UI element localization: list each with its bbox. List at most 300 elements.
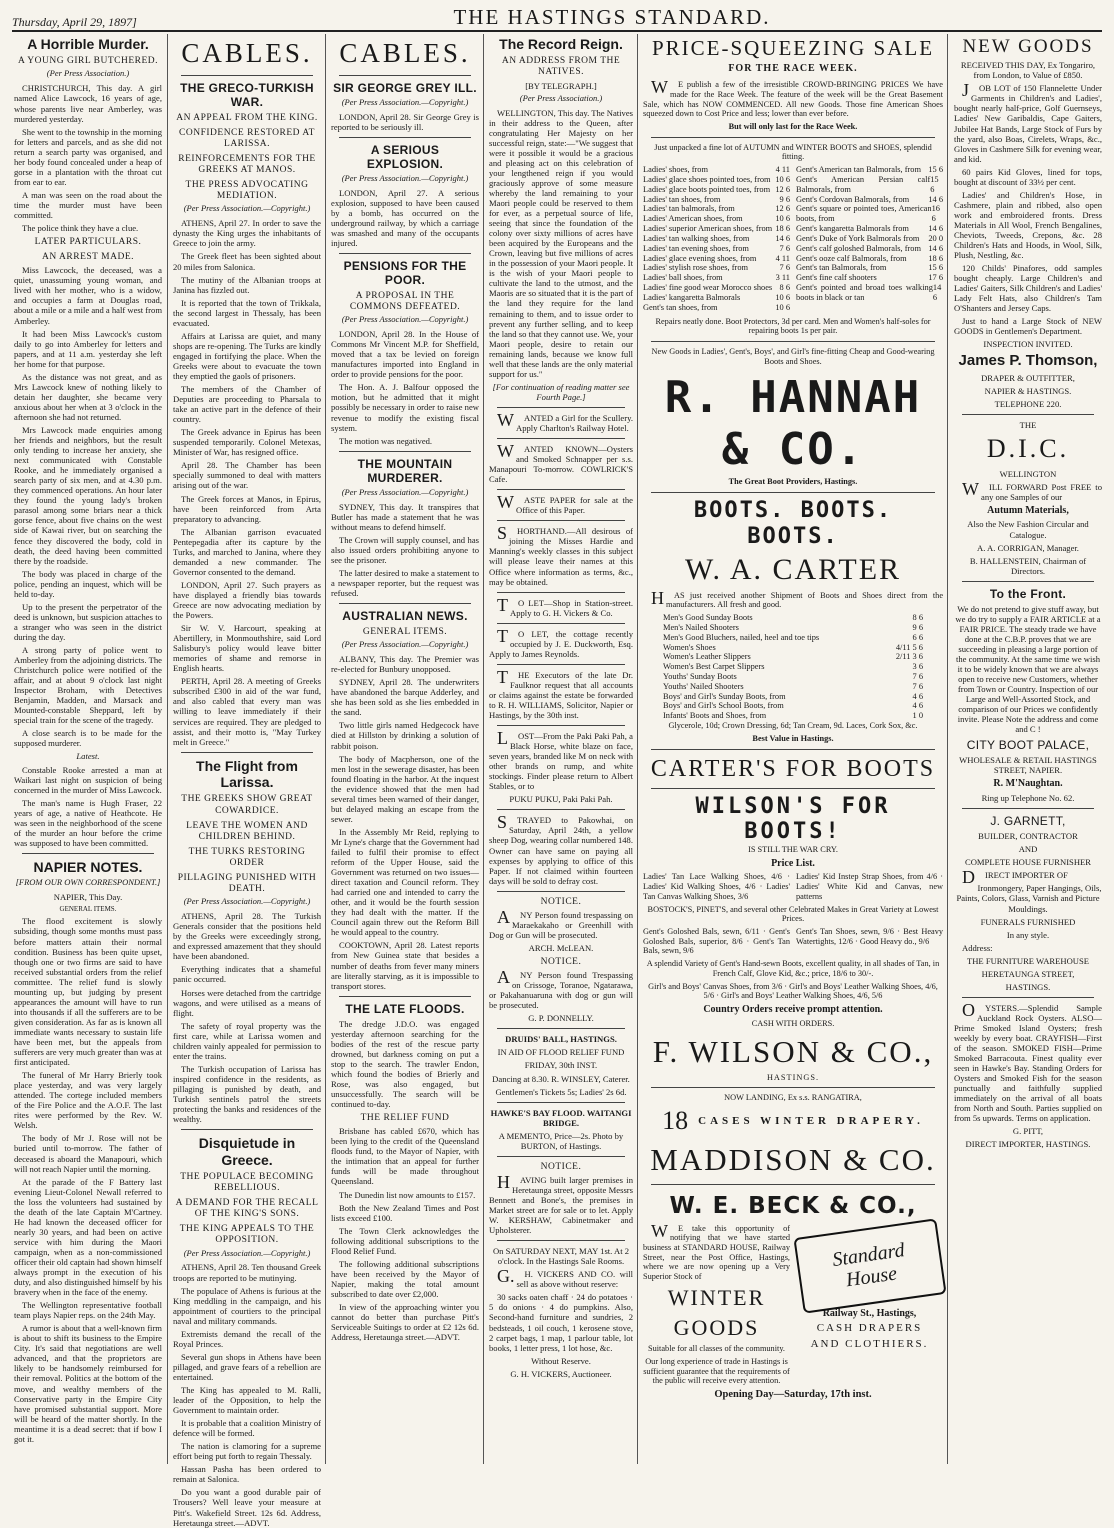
subhead: THE TURKS RESTORING ORDER xyxy=(188,846,306,868)
notice-heading: NOTICE. xyxy=(540,1161,582,1172)
article-paragraph: WELLINGTON, This day. The Natives in their address to the Queen, after congratulating Her Majesty on her successful reign, state:—"We suggest that were it possible it would be a gracious and pleasing act on this celebration of your lengthened reign if you would graciously approve of some measure whereby the land remaining to your Maori people could be reserved to them for ever, as a perpetual source of life, seeing that since the foundation of the colony over sixty millions of acres have been acquired by the Europeans and the Crown, leaving but five millions of acres in the possession of your Maori people. It is the wish of your Maori people to cultivate the land to the utmost, and the Maoris are so situated that it is the part of the land they require for the land remaining to them, and to issue order to prevent any further selling, and to keep the land so that they cannot use. We, your Maori people, desire to retain our remaining lands, because we know full well that these lands are the only material support for us." xyxy=(489,107,633,379)
article-paragraph: A man was seen on the road about the time the murder must have been committed. xyxy=(14,189,162,220)
cases-row xyxy=(643,1106,943,1136)
article-paragraph: Affairs at Larissa are quiet, and many shops are re-opening. The Turks are kindly engaged in fortifying the place. When the Greeks were about to evacuate the town they emptied the gaols of prisoners. xyxy=(173,330,321,381)
ad-emphasis: But will only last for the Race Week. xyxy=(728,122,858,132)
article-paragraph: The latter desired to make a statement to a newspaper reporter, but the request was refused. xyxy=(331,567,479,599)
price-item-label: Ladies' tan walking shoes, from xyxy=(643,233,750,243)
price-item-value: 7 6 xyxy=(779,243,790,253)
price-item-value: 14 6 xyxy=(932,283,942,302)
subhead: GENERAL ITEMS. xyxy=(59,905,117,914)
price-item-label: Gent's Cordovan Balmorals, from xyxy=(796,194,910,204)
divider xyxy=(497,489,625,490)
column-rule xyxy=(483,34,484,1464)
price-item-label: Gent's calf goloshed Balmorals, from xyxy=(796,243,922,253)
classified-ad: SHORTHAND.—All desirous of joining the Misses Hardie and Manning's weekly classes in this subject will please leave their names at this Office where information as terms, &c., may be obtained. xyxy=(489,523,633,587)
price-item-label: Men's Nailed Shooters xyxy=(663,622,739,632)
divider xyxy=(651,137,935,138)
subhead: THE POPULACE BECOMING REBELLIOUS. xyxy=(180,1171,314,1193)
ad-line: COMPLETE HOUSE FURNISHER xyxy=(964,857,1092,868)
price-item-label: Gent's tan shoes, from xyxy=(643,302,718,312)
byline: (Per Press Association.—Copyright.) xyxy=(341,639,469,650)
price-row xyxy=(643,293,790,303)
price-row xyxy=(796,273,943,283)
naughtan-name: R. M'Naughtan. xyxy=(993,778,1063,790)
divider xyxy=(497,1028,625,1029)
article-paragraph: The Wellington representative football team plays Napier reps. on the 24th May. xyxy=(14,1300,162,1321)
price-item-value: 14 6 xyxy=(775,233,790,243)
ad-line: NOW LANDING, Ex s.s. RANGATIRA, xyxy=(724,1093,862,1103)
subhead: LATER PARTICULARS. xyxy=(34,237,142,248)
price-item-label: Women's Leather Slippers xyxy=(663,652,751,662)
hannah-logo: R. HANNAH & CO. xyxy=(664,372,922,475)
price-table xyxy=(643,165,943,312)
advert-inline: Do you want a good durable pair of Trousers? Well leave your measure at Pitt's. Wakefield Street. 12s 6d. Address, Heretaunga street.—ADVT. xyxy=(173,1487,321,1528)
divider xyxy=(339,996,471,997)
ad-line: BUILDER, CONTRACTOR xyxy=(978,831,1078,842)
article-paragraph: Both the New Zealand Times and Post lists exceed £100. xyxy=(331,1202,479,1223)
byline: (Per Press Association.—Copyright.) xyxy=(183,896,311,907)
price-row xyxy=(796,224,943,234)
notice-heading: NOTICE. xyxy=(540,957,582,968)
dateline: [BY TELEGRAPH.] xyxy=(525,80,597,91)
headline-napier: NAPIER NOTES. xyxy=(33,858,143,875)
article-paragraph: Several gun shops in Athens have been pillaged, and grave fears of a rebellion are entertained. xyxy=(173,1351,321,1382)
article-paragraph: SYDNEY, This day. It transpires that Butler has made a statement that he was without means to defend himself. xyxy=(331,501,479,532)
price-item-label: Gent's Duke of York Balmorals from xyxy=(796,233,920,243)
dic-logo: D.I.C. xyxy=(986,434,1070,464)
maddison-name: MADDISON & CO. xyxy=(650,1142,936,1178)
classified-ad: G.H. VICKERS AND CO. will sell as above without reserve: xyxy=(497,1266,633,1290)
divider xyxy=(497,407,625,408)
price-item-value: 12 6 xyxy=(775,204,790,214)
classified-ad: HAVING built larger premises in Heretaunga street, opposite Messrs Bennett and Bone's, the premises in Market street are for sale or to let. Apply W. KERSHAW, Cabinetmaker and Upholsterer. xyxy=(489,1171,633,1236)
article-paragraph: Brisbane has cabled £670, which has been lying to the credit of the Queensland floods fund, to the Mayor of Napier, with the intimation that an appeal for further funds will be made throughout Queensland. xyxy=(331,1126,479,1187)
article-paragraph: The safety of royal property was the first care, while at Larissa women and children vainly appealed for permission to enter the trains. xyxy=(173,1020,321,1061)
headline-floods: THE LATE FLOODS. xyxy=(345,1001,465,1016)
price-item-label: Boys' and Girl's Sunday Boots, from xyxy=(663,691,786,701)
article-paragraph: COOKTOWN, April 28. Latest reports from New Guinea state that besides a number of deaths from fever many miners are literally starving, as it is impossible to transport stores. xyxy=(331,940,479,991)
ad-paragraph: HAS just received another Shipment of Boots and Shoes direct from the manufacturers. All fresh and good. xyxy=(651,587,943,610)
price-row xyxy=(643,175,790,185)
article-paragraph: The body of Macpherson, one of the men lost in the sewerage disaster, has been found floating in the harbor. At the inquest the evidence showed that the men had several times been warned of their danger, but delayed making an escape from the sewer. xyxy=(331,753,479,824)
classified-ad: LOST—From the Paki Paki Pah, a Black Horse, white blaze on face, seven years, branded like M on neck with other brands on rump, and white stockings. Finder please return to Albert Stables, or to xyxy=(489,728,633,792)
subhead: THE PRESS ADVOCATING MEDIATION. xyxy=(185,180,309,202)
article-paragraph: ATHENS, April 27. In order to save the dynasty the King urges the inhabitants of Greece to join the army. xyxy=(173,218,321,249)
price-row xyxy=(663,662,923,672)
ad-paragraph: A splendid Variety of Gent's Hand-sewn Boots, excellent quality, in all shades of Tan, in French Calf, Glove Kid, &c.; price, 18/6 to 30/-. xyxy=(646,959,940,978)
byline: (Per Press Association.—Copyright.) xyxy=(183,1247,311,1258)
article-paragraph: Miss Lawcock, the deceased, was a quiet, unassuming young woman, and lived with her mother, who is a widow, and occupies a farm at Douglas road, about a mile or a mile and a half west from Amberley. xyxy=(14,265,162,326)
beck-ad xyxy=(643,1220,943,1390)
price-item-value: 8 6 xyxy=(779,283,790,293)
city-boot-palace: CITY BOOT PALACE, xyxy=(966,738,1090,753)
ad-paragraph: 60 pairs Kid Gloves, lined for tops, bought at discount of 33½ per cent. xyxy=(954,166,1102,187)
article-paragraph: The nation is clamoring for a supreme effort being put forth to regain Thessaly. xyxy=(173,1441,321,1462)
divider xyxy=(497,809,625,810)
article-paragraph: The funeral of Mr Harry Brierly took place yesterday, and was very largely attended. The cortege included members of the Fire Police and the A.O.F. The last rites were performed by the Rev. W. Welsh. xyxy=(14,1070,162,1131)
subhead: A DEMAND FOR THE RECALL OF THE KING'S SONS. xyxy=(175,1198,319,1220)
article-paragraph: ATHENS, April 28. The Turkish Generals consider that the positions held by the Greeks were exceedingly strong, and expressed amazement that they should have been abandoned. xyxy=(173,911,321,962)
article-paragraph: April 28. The Chamber has been specially summoned to deal with matters arising out of the war. xyxy=(173,460,321,491)
article-paragraph: A strong party of police went to Amberley from the adjoining districts. The Christchurch police were notified of the affair, and at about 9 o'clock last night Inspector Broham, with Detectives Benjamin, Madden, and Marsack and Mounted-constable Sheppard, left by special train for the scene of the tragedy. xyxy=(14,644,162,726)
divider xyxy=(497,1240,625,1241)
classified-ad: ANY Person found Trespassing on Crissoge, Toranoe, Ngatarawa, or Pakahanuaruna with dog or gun will be prosecuted. xyxy=(489,967,633,1011)
price-row xyxy=(796,175,943,195)
ad-line: Without Reserve. xyxy=(531,1355,591,1366)
price-item-label: Gent's American Persian calf Balmorals, from xyxy=(796,175,931,194)
price-item-value: 1 0 xyxy=(912,711,923,721)
price-item-value: 10 6 xyxy=(775,175,790,184)
ad-paragraph: 120 Childs' Pinafores, odd samples bought cheaply. Large Children's and Ladies' Gaiters, Silk Children's and Ladies' Lady Felt Hats, also Children's Tam O'Shanters and Jersey Caps. xyxy=(954,263,1102,314)
price-item-label: Ladies' shoes, from xyxy=(643,165,709,175)
ad-line: HASTINGS. xyxy=(766,1072,820,1082)
cases-text: CASES WINTER DRAPERY. xyxy=(698,1114,924,1127)
opening-day: Opening Day—Saturday, 17th inst. xyxy=(714,1389,872,1401)
article-paragraph: The dredge J.D.O. was engaged yesterday afternoon searching for the bodies of the rest of the rescue party drowned, but darkness coming on put a stop to the search. The trawler Endon, which found the bodies of Brierly and Rose, was also engaged, but unsuccessfully. The search will be continued to-day. xyxy=(331,1018,479,1110)
divider xyxy=(651,341,935,342)
subhead: GENERAL ITEMS. xyxy=(362,627,448,638)
price-item-value: 16 6 xyxy=(931,204,940,224)
price-row xyxy=(643,283,790,293)
divider xyxy=(497,891,625,892)
ad-paragraph: New Goods in Ladies', Gent's, Boys', and Girl's fine-fitting Cheap and Good-wearing Boots and Shoes. xyxy=(651,347,935,366)
classified-ad: WANTED a Girl for the Scullery. Apply Charlton's Railway Hotel. xyxy=(497,409,633,433)
article-paragraph: The Albanian garrison evacuated Pentepegadia after its capture by the Turks, and marched to Janina, where they demanded a new commander. The Governor consented to the demand. xyxy=(173,526,321,577)
ad-line: Railway St., Hastings, xyxy=(822,1307,917,1319)
article-paragraph: PERTH, April 28. A meeting of Greeks subscribed £300 in aid of the war fund, and also cabled that every man was willing to leave immediately if their services are required. They are pledged to assist, and their motto is, "May Turkey melt in Greece." xyxy=(173,676,321,747)
price-item-label: Gent's ooze calf Balmorals, from xyxy=(796,253,907,263)
price-row xyxy=(643,263,790,273)
divider xyxy=(497,725,625,726)
ad-paragraph: WE take this opportunity of notifying that we have started business at STANDARD HOUSE, Railway Street, near the Post Office, Hastings, where we are now opening up a Very Superior Stock of xyxy=(643,1220,790,1282)
price-item-value: 10 6 xyxy=(775,292,790,302)
column-rule xyxy=(637,34,638,1464)
classified-ad: ANY Person found trespassing on Maraekakaho or Greenhill with Dog or Gun will be prosecuted. xyxy=(489,906,633,940)
price-item-label: Gent's kangaretta Balmorals from xyxy=(796,224,909,234)
price-row xyxy=(663,643,923,653)
divider xyxy=(339,137,471,138)
price-item-value: 3 6 xyxy=(912,662,923,672)
column-4 xyxy=(485,34,637,1464)
price-item-value: 15 6 xyxy=(928,165,943,175)
ad-line: FUNERALS FURNISHED xyxy=(980,916,1076,927)
winter-text: WINTER xyxy=(667,1284,766,1310)
price-item-value: 7 6 xyxy=(912,681,923,691)
ad-line: A MEMENTO, Price—2s. Photo by BURTON, of Hastings. xyxy=(498,1130,624,1151)
divider xyxy=(339,75,471,76)
price-item-label: Ladies' superior American shoes, from xyxy=(643,224,773,234)
price-item-value: 9 6 xyxy=(779,194,790,204)
gents-right: Gent's Tan Shoes, sewn, 9/6 · Best Heavy Watertights, 12/6 · Good Heavy do., 9/6 xyxy=(796,926,943,946)
price-item-label: Ladies' American shoes, from xyxy=(643,214,743,224)
continuation-note: [For continuation of reading matter see Fourth Page.] xyxy=(492,381,630,402)
article-paragraph: A close search is to be made for the supposed murderer. xyxy=(14,728,162,749)
price-list-left: Ladies' Tan Lace Walking Shoes, 4/6 · Ladies' Kid Walking Shoes, 4/6 · Ladies' Tan Canvas Walking Shoes, 3/6 xyxy=(643,872,790,901)
ad-emphasis: Country Orders receive prompt attention. xyxy=(703,1003,883,1015)
price-row xyxy=(796,263,943,273)
dateline: NAPIER, This Day. xyxy=(53,892,123,903)
price-item-label: Women's Shoes xyxy=(663,642,716,652)
divider xyxy=(651,492,935,493)
price-item-label: Gent's tan Balmorals, from xyxy=(796,263,887,273)
classified-ad: TO LET, the cottage recently occupied by J. E. Duckworth, Esq. Apply to James Reynolds. xyxy=(489,625,633,659)
wilson-name: F. WILSON & CO., xyxy=(652,1034,934,1070)
ad-emphasis: Best Value in Hastings. xyxy=(752,733,834,743)
article-paragraph: The mutiny of the Albanian troops at Janina has fizzled out. xyxy=(173,274,321,295)
ad-line: G. PITT, xyxy=(1012,1126,1044,1137)
price-row xyxy=(796,204,943,224)
article-paragraph: LONDON, April 28. Sir George Grey is reported to be seriously ill. xyxy=(331,111,479,132)
ad-paragraph: JOB LOT of 150 Flannelette Under Garments in Children's and Ladies', bought nearly half-price, Golf Guernseys, Ladies' New Garibaldis, Cape Gaiters, Jubilee Hat Bands, Large Stock of Furs by the yard, also Boas, Cirelets, Wraps, &c., Gloves in Cashmere Silk for evening wear, and kid. xyxy=(954,80,1102,164)
price-item-value: 6 6 xyxy=(912,632,923,642)
ad-signature: PUKU PUKU, Paki Paki Pah. xyxy=(509,794,613,805)
price-item-value: 20 0 xyxy=(928,233,943,243)
ad-subtitle: IS STILL THE WAR CRY. xyxy=(748,845,838,855)
masthead xyxy=(12,6,1102,32)
ad-line: Also the New Fashion Circular and Catalogue. xyxy=(967,519,1089,540)
price-row xyxy=(643,165,790,175)
ad-line: DIRECT IMPORTER, HASTINGS. xyxy=(965,1139,1091,1150)
price-item-label: Infants' Boots and Shoes, from xyxy=(663,711,767,721)
article-paragraph: SYDNEY, April 28. The underwriters have abandoned the barque Adderley, and she has been sold as she lies embedded in the sand. xyxy=(331,677,479,718)
gents-left: Gent's Goloshed Bals, sewn, 6/11 · Gent's Goloshed Bals, superior, 8/6 · Gent's Tan Bals, sewn, 9/6 xyxy=(643,926,790,956)
divider xyxy=(497,438,625,439)
article-paragraph: Sir W. V. Harcourt, speaking at Abertillery, in Monmouthshire, said Lord Salisbury's policy would leave bitter memories of shame and remorse in English hearts. xyxy=(173,623,321,674)
ad-line: FRIDAY, 30th INST. xyxy=(524,1060,598,1071)
ad-signature: ARCH. McLEAN. xyxy=(528,942,594,953)
price-item-label: Ladies' tan balmorals, from xyxy=(643,204,735,214)
ad-paragraph: Ladies' and Children's Hose, in Cashmere, plain and ribbed, also open work and embroidered fronts. Dress Materials in All Wool, French Bengalines, Cheviots, Tweeds, Crepons, &c. 28 Children's Hats and Hoods, in Wool, Silk, Plush, Nestling, &c. xyxy=(954,189,1102,261)
divider xyxy=(339,451,471,452)
price-item-label: Ladies' glace evening shoes, from xyxy=(643,253,757,263)
price-item-value: 14 6 xyxy=(928,194,943,204)
article-paragraph: It is probable that a coalition Ministry of defence will be formed. xyxy=(173,1418,321,1439)
price-row xyxy=(796,195,943,205)
divider xyxy=(962,414,1094,415)
headline-australian: AUSTRALIAN NEWS. xyxy=(342,609,468,624)
thomson-name: James P. Thomson, xyxy=(958,352,1098,370)
price-item-value: 4/11 5 6 xyxy=(895,642,923,652)
price-item-label: Gent's American tan Balmorals, from xyxy=(796,165,922,175)
divider xyxy=(497,520,625,521)
column-rule xyxy=(325,34,326,1464)
article-paragraph: In the Assembly Mr Reid, replying to Mr Lyne's charge that the Government had failed to fulfil their promise to effect reform of the Upper House, said the Government was returned on two issues—direct taxation and Council reform. They had carried one and intended to carry the other, and it would be the fourth session they had dealt with the matter. If the Council again threw out the Reform Bill he would appeal to the country. xyxy=(331,826,479,938)
ad-line: 30 sacks oaten chaff · 24 do potatoes · 5 do onions · 4 do pumpkins. Also, Second-hand furniture and sundries, 2 bedsteads, 1 oil couch, 1 kerosene stove, 2 carpet bags, 1 map, 1 parlour table, lot books, 1 letter press, 1 lot hose, &c. xyxy=(489,1292,633,1353)
price-item-label: Gent's square or pointed toes, American boots, from xyxy=(796,204,932,224)
byline: (Per Press Association.) xyxy=(46,68,130,79)
classified-ad: WASTE PAPER for sale at the Office of this Paper. xyxy=(497,492,633,516)
price-item-value: 17 6 xyxy=(928,273,943,283)
price-row xyxy=(796,234,943,244)
price-item-value: 15 6 xyxy=(930,175,939,194)
divider xyxy=(651,749,935,750)
ad-line: DRAPER & OUTFITTER, xyxy=(981,373,1075,384)
article-paragraph: CHRISTCHURCH, This day. A girl named Alice Lawcock, 16 years of age, whose parents live near Amberley, was murdered yesterday. xyxy=(14,83,162,124)
article-paragraph: The motion was negatived. xyxy=(339,435,433,446)
article-paragraph: Constable Rooke arrested a man at Waikari last night on suspicion of being concerned in the murder of Miss Lawcock. xyxy=(14,764,162,795)
divider xyxy=(962,808,1094,809)
subhead: THE GREEKS SHOW GREAT COWARDICE. xyxy=(181,794,313,816)
byline: (Per Press Association.—Copyright.) xyxy=(341,486,469,497)
cases-number: 18 xyxy=(662,1105,689,1135)
price-item-value: 18 6 xyxy=(775,224,790,234)
column-rule xyxy=(947,34,948,1464)
column-2 xyxy=(169,34,325,1528)
headline-murder: A Horrible Murder. xyxy=(27,36,149,52)
byline: (Per Press Association.—Copyright.) xyxy=(183,203,311,214)
price-item-label: Ladies' glace boots pointed toes, from xyxy=(643,184,771,194)
ad-paragraph: BOSTOCK'S, PINET'S, and several other Celebrated Makes in Great Variety at Lowest Prices. xyxy=(647,904,939,924)
garnett-name: J. GARNETT, xyxy=(990,814,1066,829)
article-paragraph: The body of Mr J. Rose will not be buried until to-morrow. The father of deceased is aboard the Manapouri, which will not reach Napier until the morning. xyxy=(14,1133,162,1174)
ad-signature: G. P. DONNELLY. xyxy=(528,1013,594,1024)
ad-line: Dancing at 8.30. R. WINSLEY, Caterer. xyxy=(492,1073,630,1084)
price-row xyxy=(643,234,790,244)
divider xyxy=(339,603,471,604)
ad-line: In any style. xyxy=(1006,929,1050,940)
article-paragraph: The populace of Athens is furious at the King meddling in the campaign, and his appointment of courtiers to the principal naval and military commands. xyxy=(173,1285,321,1326)
carter-price-list xyxy=(643,613,943,721)
subhead: PILLAGING PUNISHED WITH DEATH. xyxy=(177,873,317,895)
headline-war: THE GRECO-TURKISH WAR. xyxy=(180,80,314,109)
article-paragraph: Two little girls named Hedgecock have died at Hillston by drinking a solution of rabbit poison. xyxy=(331,720,479,751)
article-paragraph: ATHENS, April 28. Ten thousand Greek troops are reported to be mutinying. xyxy=(173,1262,321,1283)
ad-line: Suitable for all classes of the community. xyxy=(647,1344,786,1354)
classified-ad: THE Executors of the late Dr. Faulknor request that all accounts or claims against the estate be forwarded to R. H. WILLIAMS, Solicitor, Napier or Hastings, by the 30th inst. xyxy=(489,666,633,721)
divider xyxy=(651,1087,935,1088)
article-paragraph: The King has appealed to M. Ralli, leader of the Opposition, to help the Government to maintain order. xyxy=(173,1385,321,1416)
column-6 xyxy=(950,34,1106,1464)
column-3 xyxy=(327,34,483,1464)
price-row xyxy=(663,682,923,692)
ad-line: Ring up Telephone No. 62. xyxy=(981,793,1075,804)
ad-paragraph: Just unpacked a fine lot of AUTUMN and WINTER BOOTS and SHOES, splendid fitting. xyxy=(654,142,932,162)
ad-paragraph: OYSTERS.—Splendid Sample Auckland Rock Oysters. ALSO—Prime Smoked Island Oysters; fresh weekly by every boat. CRAYFISH—First of the season. SMOKED FISH—Prime Smoked Barracouta. Finest quality ever seen in Hawke's Bay. Standing Orders for Oysters and Smoked Fish for the season punctually and faithfully supplied immediately on the arrival of all boats from North and South. Parties supplied on from 5s upwards. Terms on application. xyxy=(954,999,1102,1124)
column-1 xyxy=(10,34,166,1464)
article-paragraph: The Town Clerk acknowledges the following additional subscriptions to the Flood Relief Fund. xyxy=(331,1225,479,1256)
price-item-label: Ladies' kangaretta Balmorals xyxy=(643,292,741,302)
headline-record-reign: The Record Reign. xyxy=(499,36,623,52)
price-item-value: 10 6 xyxy=(775,302,790,312)
goods-text: GOODS xyxy=(673,1314,760,1340)
ad-heading: HAWKE'S BAY FLOOD. WAITANGI BRIDGE. xyxy=(490,1107,632,1128)
price-item-value: 12 6 xyxy=(775,184,790,194)
article-paragraph: The following additional subscriptions have been received by the Mayor of Napier, making the total amount subscribed to date over £2,000. xyxy=(331,1258,479,1299)
article-paragraph: LONDON, April 27. A serious explosion, supposed to have been caused by a bomb, has occurred on the underground railway, by which a carriage was smashed and many of the occupants injured. xyxy=(331,187,479,248)
subhead: THE RELIEF FUND xyxy=(360,1113,450,1124)
ad-line: WELLINGTON xyxy=(999,468,1057,479)
subhead: AN ARREST MADE. xyxy=(41,252,135,263)
ad-paragraph: Just to hand a Large Stock of NEW GOODS in Gentlemen's Department. xyxy=(954,316,1102,337)
ad-title-new-goods: NEW GOODS xyxy=(962,36,1094,57)
article-paragraph: It had been Miss Lawcock's custom daily to go into Amberley for letters and papers, and at 11 a.m. yesterday she left her home for that purpose. xyxy=(14,328,162,369)
article-paragraph: At the parade of the F Battery last evening Lieut-Colonel Newall referred to the loss the volunteers had sustained by the death of the late Captain M'Cartney. He had known the deceased officer for nearly 30 years, and had been on active service with him during the Maori campaign, when as a non-commissioned officer their old captain had shown himself always prompt in the execution of his duty, and also distinguished himself by his bravery when in the face of the enemy. xyxy=(14,1176,162,1298)
article-paragraph: The Dunedin list now amounts to £157. xyxy=(339,1189,476,1200)
ad-line: On SATURDAY NEXT, MAY 1st. At 2 o'clock. In the Hastings Sale Rooms. xyxy=(492,1246,630,1267)
carters-for-boots: CARTER'S FOR BOOTS xyxy=(650,755,936,782)
logo-line-2: House xyxy=(844,1261,898,1291)
byline: [FROM OUR OWN CORRESPONDENT.] xyxy=(15,877,161,888)
headline-disquietude: Disquietude in Greece. xyxy=(198,1135,296,1168)
price-item-value: 10 6 xyxy=(775,214,790,224)
price-item-label: Boys' and Girl's School Boots, from xyxy=(663,701,784,711)
article-paragraph: LONDON, April 27. Such prayers as have displayed a friendly bias towards Greece are now advocating mediation by the Powers. xyxy=(173,579,321,621)
price-row xyxy=(643,224,790,234)
ad-emphasis: Autumn Materials, xyxy=(987,504,1069,516)
price-item-label: Ladies' ball shoes, from xyxy=(643,273,723,283)
divider xyxy=(651,788,935,789)
ad-line: IN AID OF FLOOD RELIEF FUND xyxy=(497,1047,625,1058)
article-paragraph: The Greek fleet has been sighted about 20 miles from Salonica. xyxy=(173,251,321,272)
article-paragraph: Extremists demand the recall of the Royal Princes. xyxy=(173,1328,321,1349)
ad-line: CASH WITH ORDERS. xyxy=(751,1018,835,1028)
price-item-label: Women's Best Carpet Slippers xyxy=(663,662,765,672)
article-paragraph: Mrs Lawcock made enquiries among her friends and neighbors, but the result only tending to increase her anxiety, she next communicated with Constable Rooke, and he immediately organised a search party of six men, and at 4.30 p.m. they commenced operations. An hour later they found the young lady's broken parasol among some briars near a thick gorse fence, about five chains on the west side of Kawai river, but on searching the fence they discovered the body, cold in death, the deed having been committed there by the roadside. xyxy=(14,425,162,566)
ad-paragraph: WILL FORWARD Post FREE to any one Samples of our xyxy=(962,478,1102,502)
column-rule xyxy=(167,34,168,1464)
ad-paragraph: Ironmongery, Paper Hangings, Oils, Paints, Colors, Glass, Varnish and Picture Mouldings. xyxy=(956,883,1102,914)
ad-subtitle: The Great Boot Providers, Hastings. xyxy=(728,477,858,487)
price-row xyxy=(643,214,790,224)
subhead: THE KING APPEALS TO THE OPPOSITION. xyxy=(179,1224,315,1246)
price-item-value: 15 6 xyxy=(928,263,943,273)
article-paragraph: It is reported that the town of Trikkala, the second largest in Thessaly, has been evacuated. xyxy=(173,297,321,328)
price-row xyxy=(663,633,923,643)
classified-ad: WANTED KNOWN—Oysters and Smoked Schnapper per s.s. Manapouri To-morrow. COWLRICK'S Cafe. xyxy=(489,441,633,485)
price-item-value: 4 11 xyxy=(775,253,790,263)
ad-line: TELEPHONE 220. xyxy=(994,399,1062,410)
price-row xyxy=(643,303,790,313)
price-item-value: 4 6 xyxy=(912,701,923,711)
price-item-label: Ladies' fine good wear Morocco shoes xyxy=(643,283,773,293)
price-item-label: Ladies' tan shoes, from xyxy=(643,194,721,204)
ad-line: Glycerole, 10d; Crown Dressing, 6d; Tan Cream, 9d. Laces, Cork Sox, &c. xyxy=(668,721,918,731)
price-row xyxy=(796,244,943,254)
price-row xyxy=(796,283,943,303)
price-item-value: 4 11 xyxy=(775,165,790,175)
subhead: A PROPOSAL IN THE COMMONS DEFEATED. xyxy=(349,290,461,313)
price-item-label: Ladies' glace shoes pointed toes, from xyxy=(643,175,771,184)
subhead: AN ADDRESS FROM THE NATIVES. xyxy=(501,56,621,78)
ad-line: Address: xyxy=(962,942,993,953)
standard-house-logo xyxy=(793,1218,946,1313)
price-item-value: 18 6 xyxy=(928,253,943,263)
headline-mountain: THE MOUNTAIN MURDERER. xyxy=(357,456,453,485)
ad-subtitle: FOR THE RACE WEEK. xyxy=(728,62,858,74)
price-row xyxy=(663,692,923,702)
price-row xyxy=(796,254,943,264)
ad-paragraph: We do not pretend to give stuff away, but we do try to supply a FAIR ARTICLE at a FAIR PRICE. The steady trade we have done at the C.B.P. proves that we are succeeding in pleasing a large portion of the community. At the same time we wish it to be widely known that we are always open to receive new Customers, whether from Town or Country. Inspection of our Large and Well-Assorted Stock, and comparison of our Prices we confidently invite. Please Note the address and come and C ! xyxy=(955,603,1101,735)
byline: (Per Press Association.—Copyright.) xyxy=(341,172,469,183)
article-paragraph: ALBANY, This day. The Premier was re-elected for Bunbury unopposed. xyxy=(331,654,479,675)
price-row xyxy=(663,672,923,682)
ad-signature: G. H. VICKERS, Auctioneer. xyxy=(510,1368,612,1379)
article-paragraph: The flood excitement is slowly subsiding, though some months must pass before matters attain their normal condition. Business has been quite upset, though one or two firms are said to have received substantial orders from the relief committee. The relief fund is slowly mounting up, but judging by present appearances the amount will have to run into thousands if all the sufferers are to be given consideration. As far as is known all immediate wants necessary to sustain life have been met, but the appeals from sufferers are very much greater than was at first anticipated. xyxy=(14,916,163,1068)
price-row xyxy=(663,613,923,623)
price-item-label: Youths' Nailed Shooters xyxy=(663,681,744,691)
ad-paragraph: Repairs neatly done. Boot Protectors, 3d per card. Men and Women's half-soles for repairing boots 1s per pair. xyxy=(655,316,931,336)
article-paragraph: The Hon. A. J. Balfour opposed the motion, but he admitted that it might possibly be necessary in order to raise new revenue to modify the existing fiscal system. xyxy=(331,382,479,433)
beck-name: W. E. BECK & CO., xyxy=(669,1192,917,1219)
section-title-cables: CABLES. xyxy=(339,38,471,68)
column-5 xyxy=(639,34,947,1464)
boots-banner: BOOTS. BOOTS. BOOTS. xyxy=(693,498,893,549)
price-item-value: 2/11 3 6 xyxy=(895,652,923,662)
carter-name: W. A. CARTER xyxy=(684,552,902,586)
ad-line: THE FURNITURE WAREHOUSE xyxy=(966,955,1090,966)
price-item-value: 14 6 xyxy=(928,224,943,234)
